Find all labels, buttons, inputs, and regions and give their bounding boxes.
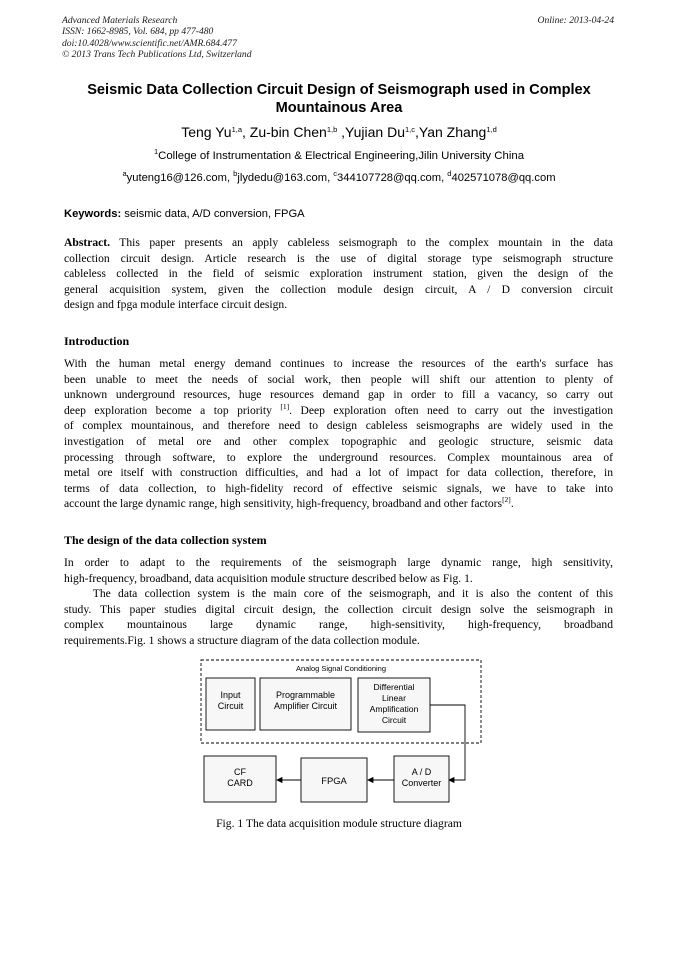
intro-line: been unable to meet the needs of social work, then people will shift our attention to plenty of (64, 372, 613, 386)
block-label: Amplifier Circuit (273, 701, 338, 711)
keywords-text: seismic data, A/D conversion, FPGA (121, 208, 305, 220)
programmable-amplifier-block (260, 678, 351, 730)
email-separator: , (226, 172, 234, 184)
email-separator: , (327, 172, 334, 184)
abstract (64, 235, 613, 313)
block-label: Amplification (369, 704, 419, 714)
intro-line: investigation of metal ore and other complex topographic and geologic structure, seismic data (64, 434, 613, 448)
abstract-label: Abstract. (64, 236, 111, 249)
block-label: Linear (382, 693, 406, 703)
email-link[interactable]: 402571078@qq.com (451, 172, 556, 184)
email-mark: c (333, 169, 338, 178)
keywords (64, 207, 305, 221)
intro-line: metal ore itself with construction difficulties, and had a lot of impact for data collection, therefore, in (64, 466, 613, 480)
design-line: requirements.Fig. 1 shows a structure diagram of the data collection module. (64, 633, 420, 647)
author-separator: , (242, 124, 250, 140)
abstract-line (64, 235, 613, 251)
email-list (40, 171, 638, 185)
intro-line: With the human metal energy demand continues to increase the resources of the earth's surface has (64, 357, 613, 370)
intro-line: processing through software, to explore the underground resources. Complex mountainous area of (64, 450, 613, 464)
abstract-line: collection circuit design. Article research is the use of digital storage type seismograph structure (64, 251, 613, 265)
section-heading-introduction: Introduction (64, 334, 130, 348)
abstract-line: cableless collected in the field of seismic exploration instrument station, given the design of the (64, 267, 613, 281)
online-date: Online: 2013-04-24 (537, 15, 614, 26)
affil-text: College of Instrumentation & Electrical Engineering,Jilin University China (158, 150, 525, 162)
block-label: CARD (227, 778, 253, 788)
design-line: In order to adapt to the requirements of the seismograph large dynamic range, high sensitivity, (64, 556, 613, 569)
email-mark: b (233, 169, 238, 178)
fpga-block (301, 758, 367, 802)
block-label: CF (234, 767, 246, 777)
cf-card-block (204, 756, 276, 802)
email-link[interactable]: jlydedu@163.com (237, 172, 328, 184)
intro-text: deep exploration become a top priority (64, 403, 281, 417)
design-line: study. This paper studies digital circuit design, the collection circuit design solve the seismograph in (64, 602, 613, 616)
email-mark: d (447, 169, 452, 178)
citation-ref[interactable]: [1] (280, 401, 290, 411)
block-label: Circuit (381, 715, 407, 725)
figure-caption: Fig. 1 The data acquisition module structure diagram (216, 817, 462, 830)
keywords-label: Keywords: (64, 208, 122, 220)
affil-mark: 1 (153, 147, 159, 156)
introduction-paragraph (64, 356, 613, 512)
abstract-line: design and fpga module interface circuit design. (64, 298, 288, 312)
section-heading-design: The design of the data collection system (64, 533, 267, 547)
author-separator: , (415, 124, 419, 140)
author-affil-mark: 1,d (486, 125, 497, 134)
email-mark: a (122, 169, 127, 178)
intro-line: unknown underground resources, huge resources demand gap in order to fill a vacancy, so carry out (64, 388, 613, 402)
email-link[interactable]: yuteng16@126.com (126, 172, 227, 184)
intro-line (64, 403, 613, 419)
abstract-text: This paper presents an apply cableless seismograph to the complex mountain in the data (110, 236, 613, 249)
author-affil-mark: 1,c (404, 125, 415, 134)
design-line: The data collection system is the main core of the seismograph, and it is also the content of this (64, 587, 613, 601)
email-separator: , (441, 172, 448, 184)
author-name: Zu-bin Chen (249, 124, 327, 140)
design-line: high-frequency, broadband, data acquisition module structure described below as Fig. 1. (64, 571, 473, 585)
differential-amplification-block (358, 678, 430, 732)
paper-title (40, 81, 638, 117)
intro-line (64, 496, 613, 512)
issn-line: ISSN: 1662-8985, Vol. 684, pp 477-480 (62, 26, 214, 38)
block-label: Circuit (217, 701, 244, 711)
title-line: Seismic Data Collection Circuit Design of Seismograph used in Complex (87, 82, 591, 98)
analog-group-label: Analog Signal Conditioning (295, 664, 387, 673)
journal-name: Advanced Materials Research (62, 15, 178, 26)
intro-text: account the large dynamic range, high sensitivity, high-frequency, broadband and other factors (64, 497, 503, 511)
intro-line: terms of data collection, to high-fidelity record of effective seismic signals, we have to take into (64, 481, 613, 495)
abstract-line: general acquisition system, given the collection module design circuit, A / D conversion circuit (64, 282, 613, 296)
author-name: Yan Zhang (418, 124, 487, 140)
input-circuit-block (206, 678, 255, 730)
email-link[interactable]: 344107728@qq.com (337, 172, 442, 184)
doi-line: doi:10.4028/www.scientific.net/AMR.684.477 (62, 37, 237, 49)
ad-converter-block (394, 756, 449, 802)
author-list (40, 123, 638, 141)
intro-text: . Deep exploration often need to carry out the investigation (289, 403, 613, 417)
copyright-line: © 2013 Trans Tech Publications Ltd, Switzerland (62, 49, 252, 61)
author-name: Teng Yu (181, 124, 232, 140)
citation-ref[interactable]: [2] (502, 495, 511, 505)
block-label: Programmable (275, 690, 336, 700)
block-label: FPGA (321, 775, 347, 786)
author-affil-mark: 1,a (231, 125, 242, 134)
block-label: Differential (373, 682, 415, 692)
block-label: Converter (401, 778, 442, 788)
block-label: Input (220, 690, 241, 700)
affiliation (40, 149, 638, 163)
intro-line: of complex mountainous, and therefore need to design cableless seismographs are widely used in the (64, 419, 613, 433)
author-name: Yujian Du (345, 124, 405, 140)
design-line: complex mountainous large dynamic range, high-sensitivity, high-frequency, broadband (64, 618, 613, 632)
block-label: A / D (411, 767, 432, 777)
author-separator: , (337, 124, 346, 140)
journal-header (62, 15, 252, 61)
intro-text: . (510, 497, 514, 511)
author-affil-mark: 1,b (326, 125, 338, 134)
structure-diagram (195, 656, 485, 806)
design-paragraph (64, 555, 613, 649)
title-line: Mountainous Area (275, 100, 403, 116)
